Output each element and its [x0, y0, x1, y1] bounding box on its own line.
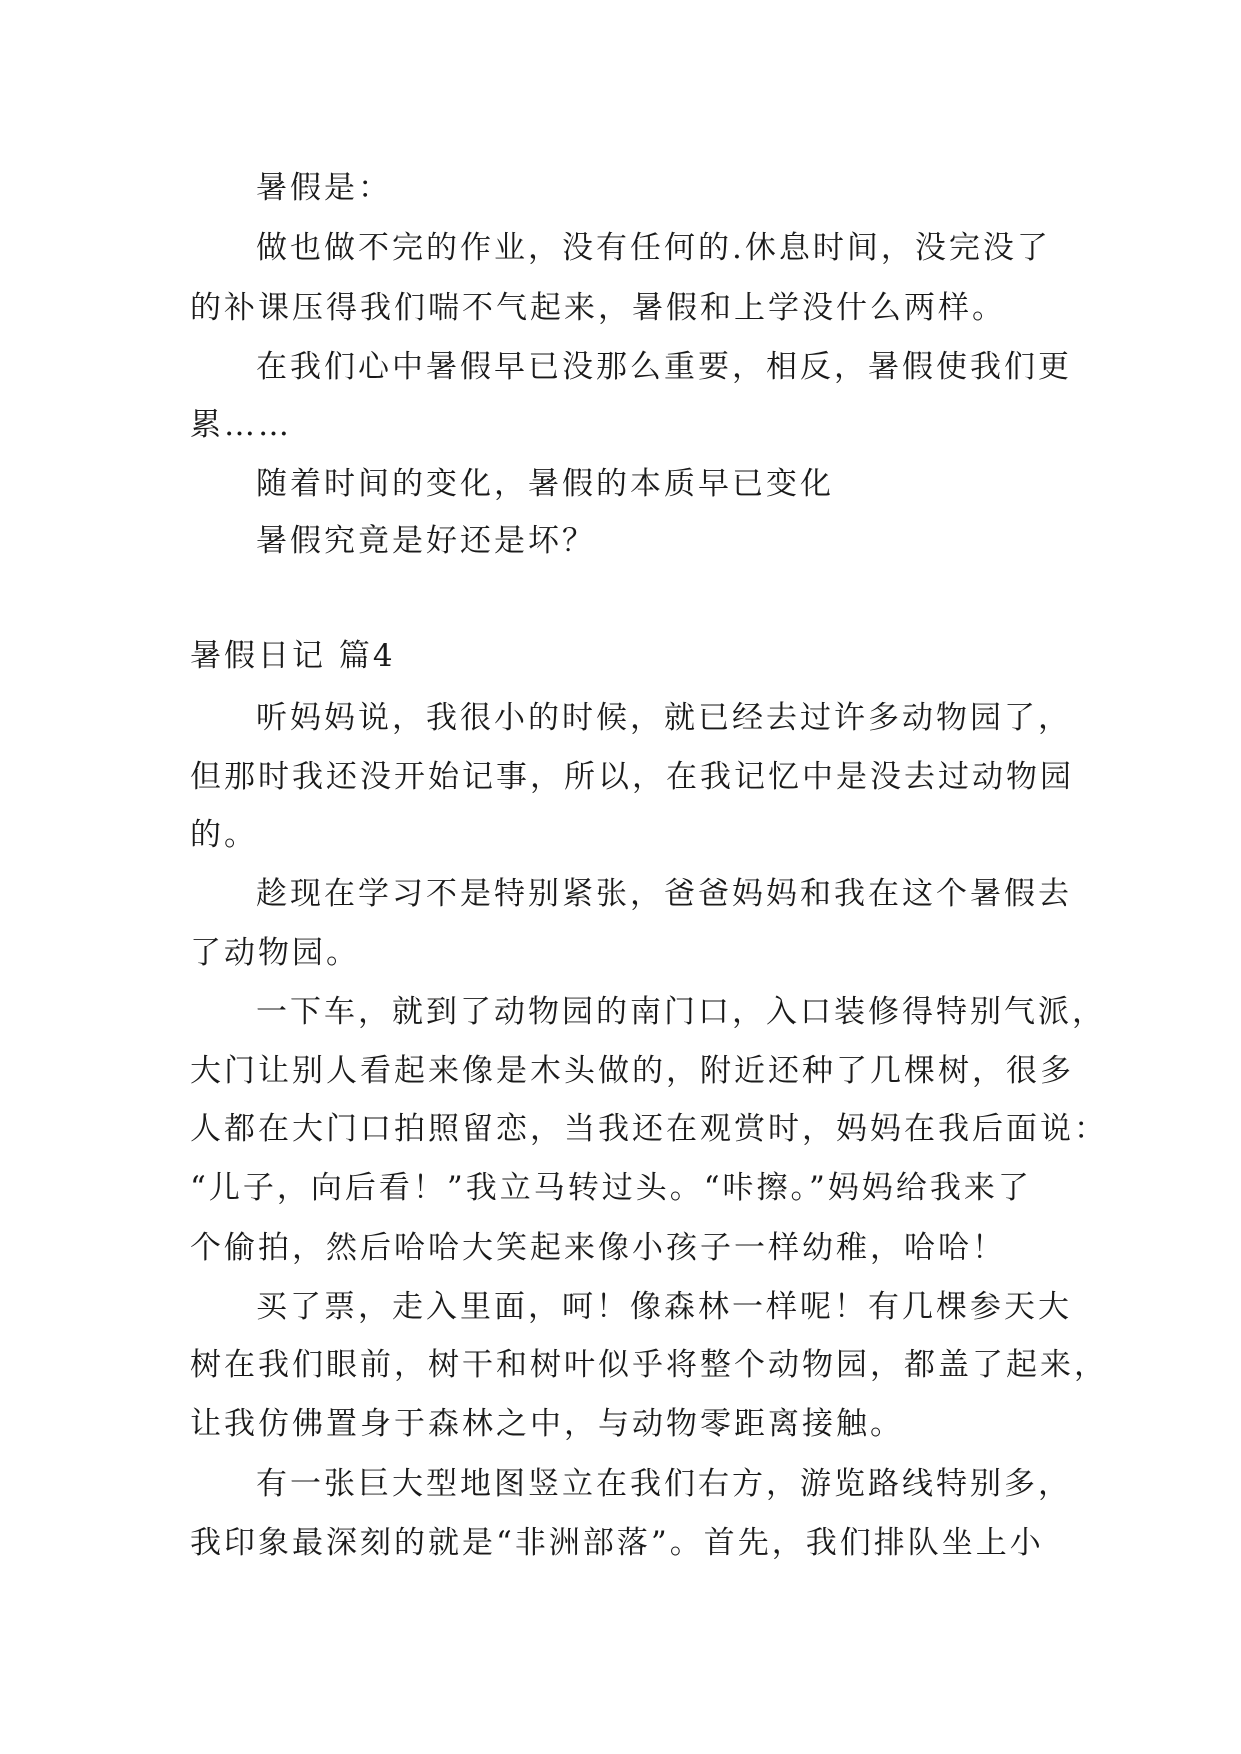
paragraph-line: 的补课压得我们喘不气起来，暑假和上学没什么两样。: [190, 290, 1006, 326]
paragraph-line: 暑假是：: [256, 170, 392, 206]
paragraph-line: 暑假究竟是好还是坏？: [256, 523, 596, 559]
paragraph-line: 随着时间的变化，暑假的本质早已变化: [256, 466, 834, 502]
paragraph-line: 个偷拍，然后哈哈大笑起来像小孩子一样幼稚，哈哈！: [190, 1230, 1006, 1266]
paragraph-line: 大门让别人看起来像是木头做的，附近还种了几棵树，很多: [190, 1053, 1074, 1089]
paragraph-line: “儿子，向后看！”我立马转过头。“咔擦。”妈妈给我来了: [190, 1170, 1032, 1206]
paragraph-line: 做也做不完的作业，没有任何的.休息时间，没完没了: [256, 230, 1051, 266]
paragraph-line: 我印象最深刻的就是“非洲部落”。首先，我们排队坐上小: [190, 1525, 1044, 1561]
paragraph-line: 听妈妈说，我很小的时候，就已经去过许多动物园了，: [256, 700, 1072, 736]
paragraph-line: 有一张巨大型地图竖立在我们右方，游览路线特别多，: [256, 1466, 1072, 1502]
paragraph-line: 的。: [190, 817, 258, 853]
paragraph-line: 趁现在学习不是特别紧张，爸爸妈妈和我在这个暑假去: [256, 876, 1072, 912]
section-heading: 暑假日记 篇4: [190, 638, 396, 674]
paragraph-line: 了动物园。: [190, 935, 360, 971]
paragraph-line: 累……: [190, 407, 292, 443]
paragraph-line: 一下车，就到了动物园的南门口，入口装修得特别气派，: [256, 994, 1106, 1030]
paragraph-line: 但那时我还没开始记事，所以，在我记忆中是没去过动物园: [190, 759, 1074, 795]
paragraph-line: 买了票，走入里面，呵！像森林一样呢！有几棵参天大: [256, 1289, 1072, 1325]
paragraph-line: 树在我们眼前，树干和树叶似乎将整个动物园，都盖了起来，: [190, 1347, 1108, 1383]
paragraph-line: 在我们心中暑假早已没那么重要，相反，暑假使我们更: [256, 349, 1072, 385]
paragraph-line: 人都在大门口拍照留恋，当我还在观赏时，妈妈在我后面说：: [190, 1111, 1108, 1147]
paragraph-line: 让我仿佛置身于森林之中，与动物零距离接触。: [190, 1406, 904, 1442]
